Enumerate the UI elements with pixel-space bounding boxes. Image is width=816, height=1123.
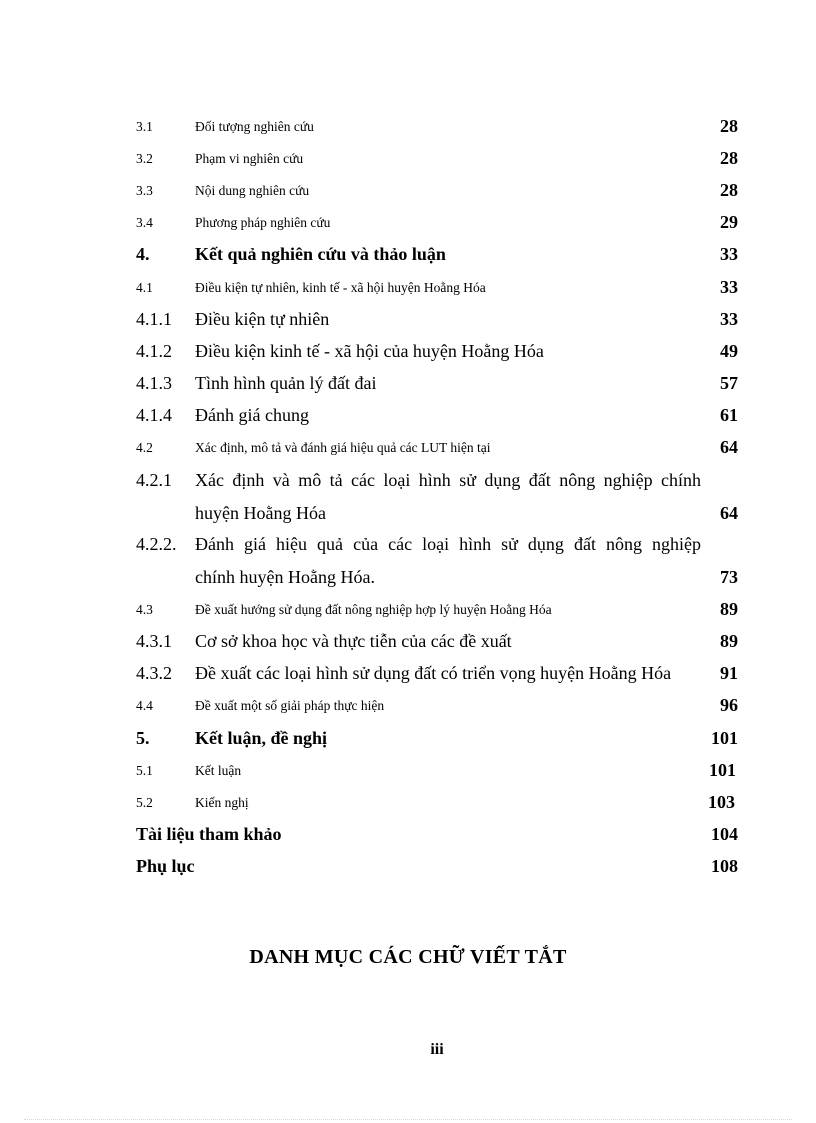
toc-number: 4.2 xyxy=(136,440,153,455)
toc-page: 64 xyxy=(720,503,738,523)
toc-page: 96 xyxy=(720,695,738,715)
page-number: iii xyxy=(430,1041,444,1058)
toc-number: 4.4 xyxy=(136,698,153,713)
toc-page: 64 xyxy=(720,437,738,457)
toc-title: Tình hình quản lý đất đai xyxy=(195,373,377,393)
toc-page: 28 xyxy=(720,116,738,136)
toc-number: 3.2 xyxy=(136,151,153,166)
toc-page: 28 xyxy=(720,180,738,200)
toc-title: Đề xuất hướng sử dụng đất nông nghiệp hợp lý huyện Hoằng Hóa xyxy=(195,602,552,617)
toc-page: 28 xyxy=(720,148,738,168)
toc-number: 4.1 xyxy=(136,280,153,295)
toc-page: 101 xyxy=(711,728,738,748)
toc-title: Phụ lục xyxy=(136,856,195,876)
toc-page: 108 xyxy=(711,856,738,876)
toc-number: 3.4 xyxy=(136,215,153,230)
toc-title: Kết luận, đề nghị xyxy=(195,728,328,748)
toc-title: Đề xuất một số giải pháp thực hiện xyxy=(195,698,385,713)
toc-title-line2: chính huyện Hoằng Hóa. xyxy=(195,567,375,587)
toc-number: 4.3.2 xyxy=(136,663,172,683)
page-bottom-border xyxy=(24,1119,792,1120)
toc-title: Điều kiện kinh tế - xã hội của huyện Hoằng Hóa xyxy=(195,341,544,361)
toc-number: 5.1 xyxy=(136,763,153,778)
toc-title: Đề xuất các loại hình sử dụng đất có triển vọng huyện Hoằng Hóa xyxy=(195,663,672,683)
toc-page: 33 xyxy=(720,309,738,329)
toc-title-line1: Đánh giá hiệu quả của các loại hình sử dụng đất nông nghiệp xyxy=(195,534,701,554)
toc-number: 5. xyxy=(136,728,150,748)
toc-page: 103 xyxy=(708,792,735,812)
toc-title: Cơ sở khoa học và thực tiễn của các đề xuất xyxy=(195,631,512,651)
toc-number: 4.1.2 xyxy=(136,341,172,361)
toc-number: 4.1.3 xyxy=(136,373,172,393)
toc-number: 4. xyxy=(136,244,150,264)
toc-title-line1: Xác định và mô tả các loại hình sử dụng đất nông nghiệp chính xyxy=(195,470,701,490)
toc-title: Phạm vi nghiên cứu xyxy=(195,151,304,166)
section-heading: DANH MỤC CÁC CHỮ VIẾT TẮT xyxy=(249,946,567,968)
toc-number: 3.1 xyxy=(136,119,153,134)
toc-number: 4.3 xyxy=(136,602,153,617)
toc-title: Điều kiện tự nhiên xyxy=(195,309,330,329)
toc-title: Tài liệu tham khảo xyxy=(136,824,282,844)
toc-title: Đối tượng nghiên cứu xyxy=(195,119,314,134)
toc-number: 4.1.1 xyxy=(136,309,172,329)
toc-title: Kết luận xyxy=(195,763,242,778)
toc-number: 4.2.1 xyxy=(136,470,172,490)
toc-page: 89 xyxy=(720,631,738,651)
toc-number: 5.2 xyxy=(136,795,153,810)
toc-number: 4.3.1 xyxy=(136,631,172,651)
toc-page: 73 xyxy=(720,567,738,587)
toc-page: 91 xyxy=(720,663,738,683)
toc-page: 33 xyxy=(720,244,738,264)
toc-title-line2: huyện Hoằng Hóa xyxy=(195,503,326,523)
toc-page: 89 xyxy=(720,599,738,619)
toc-page: 57 xyxy=(720,373,738,393)
toc-title: Kết quả nghiên cứu và thảo luận xyxy=(195,244,446,264)
toc-page: 104 xyxy=(711,824,738,844)
toc-page: 29 xyxy=(720,212,738,232)
toc-number: 3.3 xyxy=(136,183,153,198)
toc-page: 61 xyxy=(720,405,738,425)
toc-page: 101 xyxy=(709,760,736,780)
toc-title: Xác định, mô tả và đánh giá hiệu quả các LUT hiện tại xyxy=(195,440,491,455)
toc-page: 49 xyxy=(720,341,738,361)
toc-title: Điều kiện tự nhiên, kinh tế - xã hội huyện Hoằng Hóa xyxy=(195,280,486,295)
toc-title: Phương pháp nghiên cứu xyxy=(195,215,331,230)
toc-page: 33 xyxy=(720,277,738,297)
toc-title: Đánh giá chung xyxy=(195,405,309,425)
toc-title: Nội dung nghiên cứu xyxy=(195,183,310,198)
toc-title: Kiến nghị xyxy=(195,795,249,810)
toc-number: 4.2.2. xyxy=(136,534,177,554)
toc-number: 4.1.4 xyxy=(136,405,172,425)
